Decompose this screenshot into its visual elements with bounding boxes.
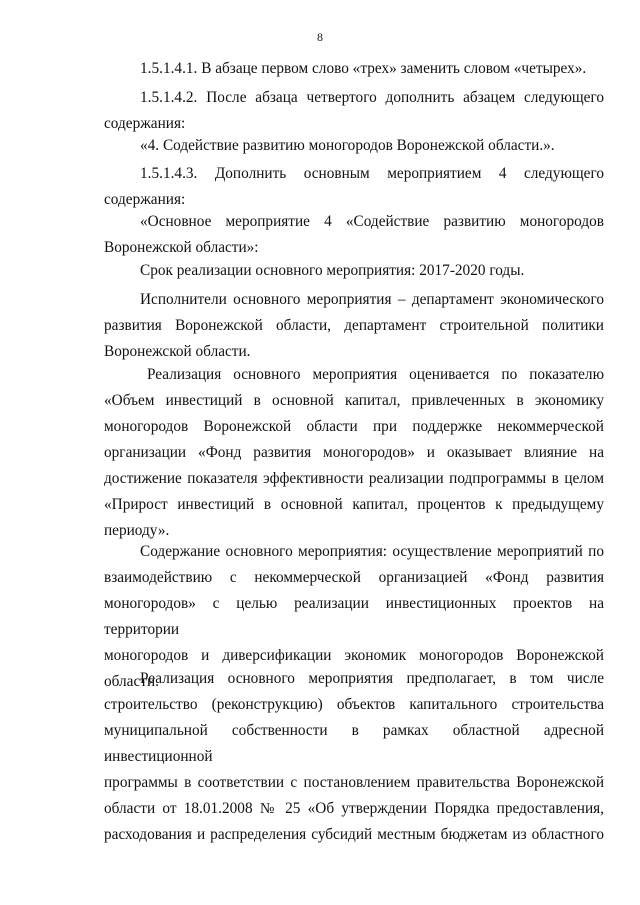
paragraph bbox=[104, 85, 604, 137]
text-line: Содержание основного мероприятия: осуществление мероприятий по bbox=[140, 543, 604, 560]
paragraph bbox=[104, 56, 604, 82]
text-line: моногородов» с целью реализации инвестиционных проектов на территории bbox=[104, 595, 604, 638]
text-line: моногородов Воронежской области при поддержке некоммерческой bbox=[104, 418, 604, 435]
text-line: содержания: bbox=[104, 191, 186, 208]
text-line: 1.5.1.4.3. Дополнить основным мероприятием 4 следующего bbox=[140, 165, 604, 182]
text-line: развития Воронежской области, департамент строительной политики bbox=[104, 317, 604, 334]
text-line: строительство (реконструкцию) объектов капитального строительства bbox=[104, 696, 604, 713]
text-line: Воронежской области. bbox=[104, 343, 251, 360]
text-line: области. bbox=[104, 673, 159, 690]
text-line: расходования и распределения субсидий местным бюджетам из областного bbox=[104, 826, 604, 843]
text-line: муниципальной собственности в рамках областной адресной инвестиционной bbox=[104, 722, 604, 765]
paragraph bbox=[104, 133, 604, 159]
text-line: Срок реализации основного мероприятия: 2017-2020 годы. bbox=[140, 262, 525, 279]
text-line: программы в соответствии с постановлением правительства Воронежской bbox=[104, 774, 604, 791]
text-line: организации «Фонд развития моногородов» и оказывает влияние на bbox=[104, 444, 604, 461]
paragraph bbox=[104, 258, 604, 284]
text-line: «4. Содействие развитию моногородов Воронежской области.». bbox=[140, 137, 555, 154]
paragraph bbox=[104, 161, 604, 213]
text-line: «Основное мероприятие 4 «Содействие развитию моногородов bbox=[140, 213, 604, 230]
text-line: 1.5.1.4.2. После абзаца четвертого дополнить абзацем следующего bbox=[140, 89, 604, 106]
paragraph bbox=[104, 209, 604, 261]
text-line: периоду». bbox=[104, 522, 170, 539]
text-line: содержания: bbox=[104, 115, 186, 132]
text-line: области от 18.01.2008 № 25 «Об утверждении Порядка предоставления, bbox=[104, 800, 604, 817]
text-line: моногородов и диверсификации экономик моногородов Воронежской bbox=[104, 647, 604, 664]
page-number: 8 bbox=[317, 30, 323, 44]
text-line: достижение показателя эффективности реализации подпрограммы в целом bbox=[104, 470, 604, 487]
text-line: Реализация основного мероприятия предполагает, в том числе bbox=[140, 670, 604, 687]
text-line: Воронежской области»: bbox=[104, 239, 259, 256]
text-line: Реализация основного мероприятия оценивается по показателю bbox=[147, 366, 604, 383]
text-line: «Прирост инвестиций в основной капитал, процентов к предыдущему bbox=[104, 496, 604, 513]
text-line: Исполнители основного мероприятия – департамент экономического bbox=[140, 291, 604, 308]
paragraph bbox=[104, 287, 604, 365]
text-line: взаимодействию с некоммерческой организацией «Фонд развития bbox=[104, 569, 604, 586]
text-line: 1.5.1.4.1. В абзаце первом слово «трех» заменить словом «четырех». bbox=[140, 60, 587, 77]
paragraph bbox=[104, 666, 604, 848]
text-line: «Объем инвестиций в основной капитал, привлеченных в экономику bbox=[104, 392, 604, 409]
paragraph bbox=[104, 362, 604, 544]
